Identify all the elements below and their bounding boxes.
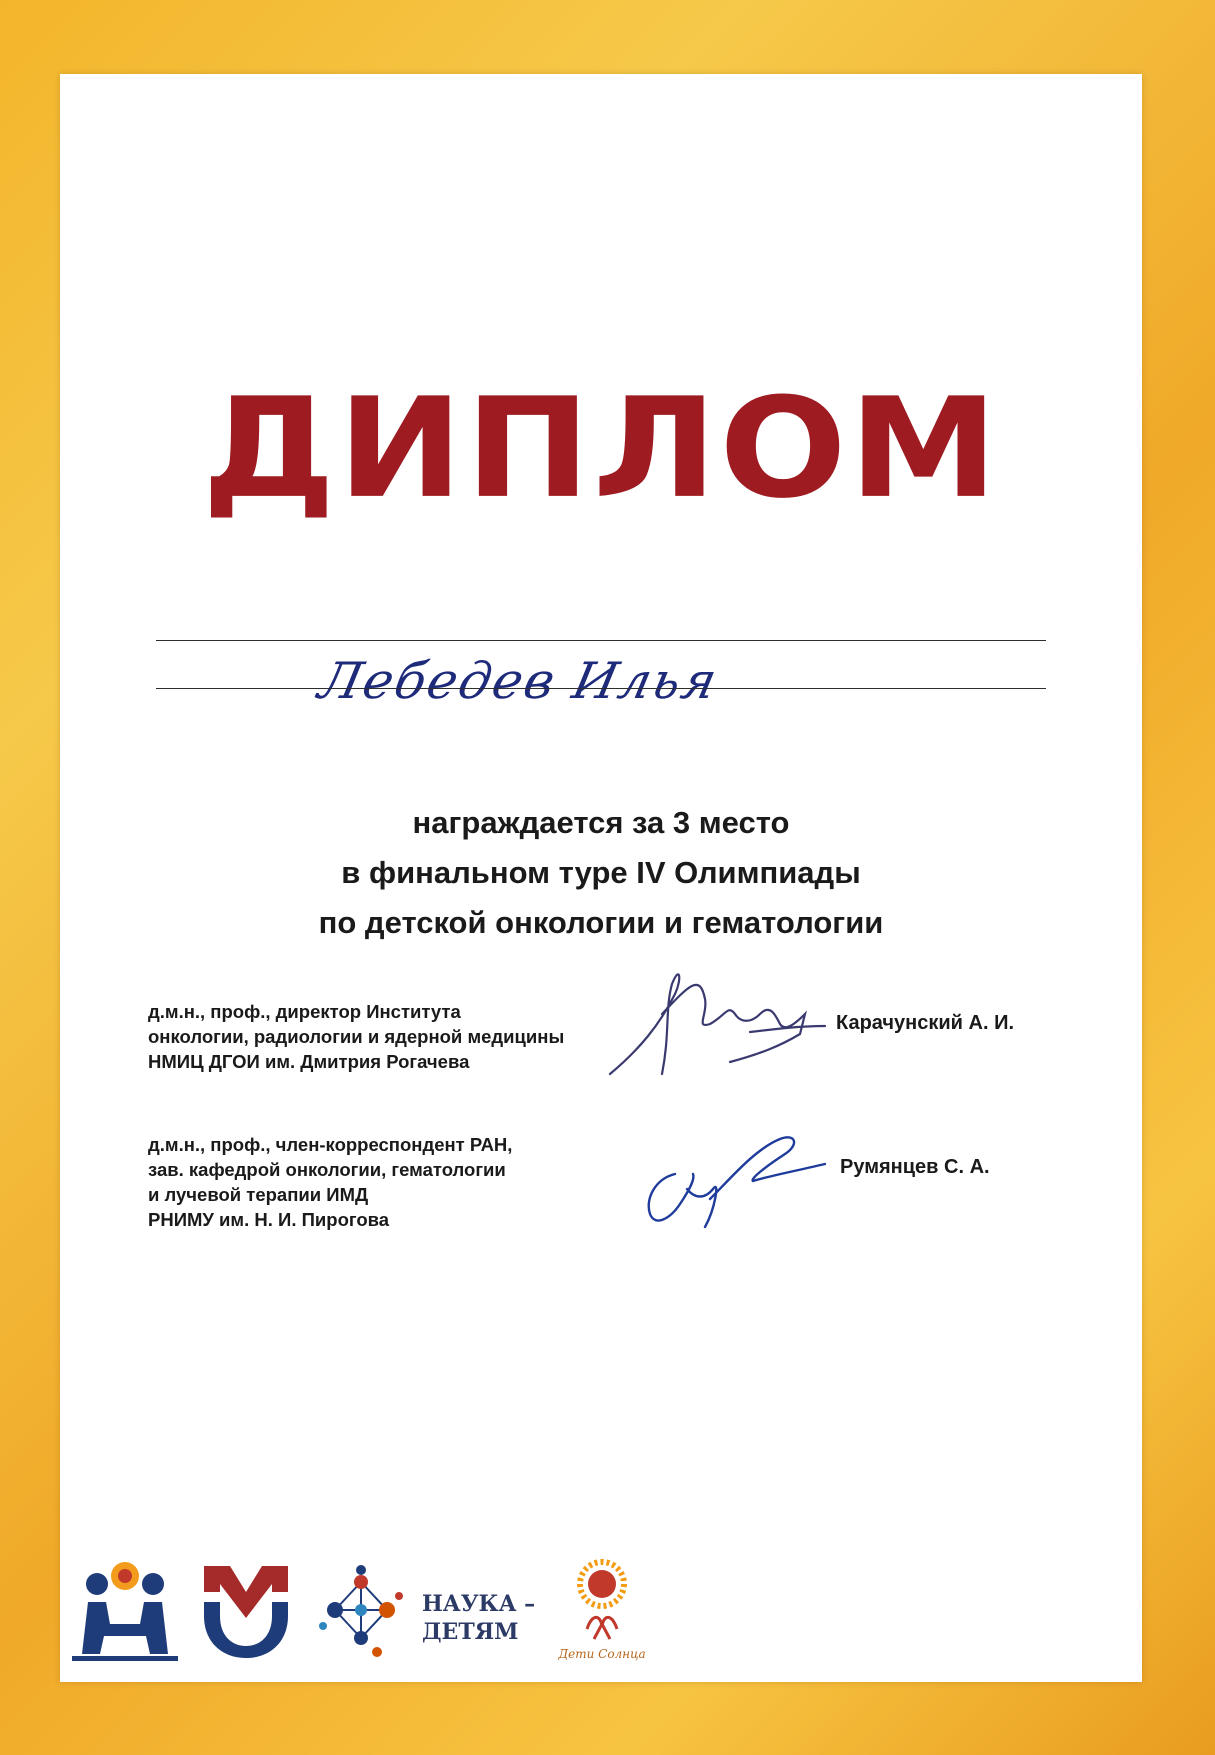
position-line: и лучевой терапии ИМД <box>148 1184 369 1205</box>
sun-children-logo-text: Дети Солнца <box>558 1647 646 1661</box>
science-kids-logo-text <box>422 1590 535 1646</box>
name-underline-2 <box>156 688 1046 689</box>
science-kids-molecule-icon <box>315 1560 407 1660</box>
signature-2 <box>635 1119 835 1234</box>
logo-text-line: НАУКА – <box>422 1591 536 1617</box>
university-logo <box>200 1562 292 1660</box>
position-line: зав. кафедрой онкологии, гематологии <box>148 1159 506 1180</box>
signatory-2-position <box>148 1132 512 1232</box>
award-line: в финальном туре IV Олимпиады <box>341 855 861 890</box>
position-line: онкологии, радиологии и ядерной медицины <box>148 1026 565 1047</box>
sponsor-logos <box>70 1554 770 1664</box>
position-line: РНИМУ им. Н. И. Пирогова <box>148 1209 390 1230</box>
diploma-title: ДИПЛОМ <box>201 368 1001 530</box>
diploma-sheet <box>60 74 1142 1682</box>
name-underline-1 <box>156 640 1046 641</box>
signatory-2-name: Румянцев С. А. <box>840 1156 990 1178</box>
children-foundation-logo <box>70 1554 180 1664</box>
award-line: по детской онкологии и гематологии <box>318 905 884 940</box>
award-line: награждается за 3 место <box>412 805 790 840</box>
signatory-1-name: Карачунский А. И. <box>836 1012 1014 1034</box>
logo-text-line: ДЕТЯМ <box>422 1619 519 1645</box>
position-line: д.м.н., проф., член-корреспондент РАН, <box>148 1134 513 1155</box>
signature-1 <box>600 954 860 1094</box>
signatory-1-position <box>148 999 564 1074</box>
position-line: д.м.н., проф., директор Института <box>148 1001 461 1022</box>
position-line: НМИЦ ДГОИ им. Дмитрия Рогачева <box>148 1051 470 1072</box>
recipient-name: Лебедев Илья <box>313 652 724 710</box>
award-text <box>60 798 1142 948</box>
